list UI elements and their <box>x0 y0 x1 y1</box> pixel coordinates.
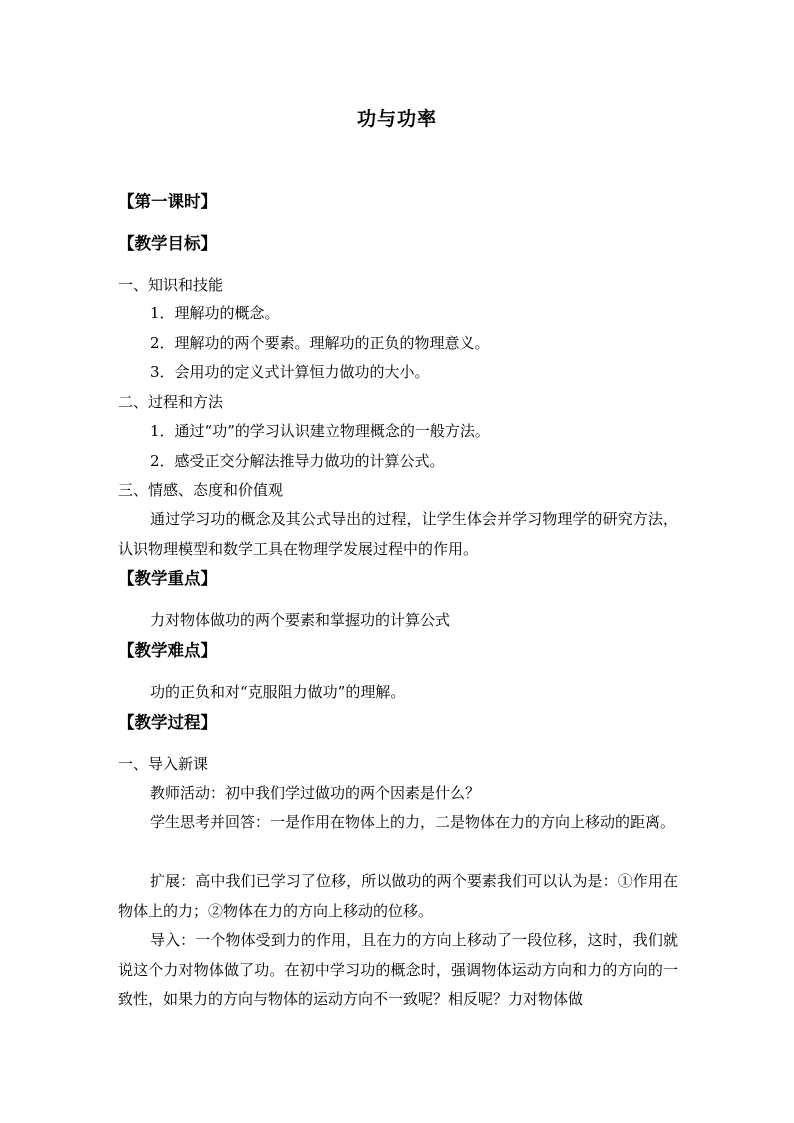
knowledge-label: 一、知识和技能 <box>118 276 224 294</box>
intro-label: 一、导入新课 <box>118 755 209 773</box>
emotion-paragraph: 通过学习功的概念及其公式导出的过程，让学生体会并学习物理学的研究方法，认识物理模型和数学工具在物理学发展过程中的作用。 <box>118 510 678 558</box>
key-points-heading: 【教学重点】 <box>118 569 217 588</box>
knowledge-item-2: 2．理解功的两个要素。理解功的正负的物理意义。 <box>150 334 490 352</box>
teacher-activity: 教师活动：初中我们学过做功的两个因素是什么？ <box>150 784 481 802</box>
process-heading: 【教学过程】 <box>118 713 217 732</box>
student-answer: 学生思考并回答：一是作用在物体上的力，二是物体在力的方向上移动的距离。 <box>150 813 676 831</box>
knowledge-item-3: 3．会用功的定义式计算恒力做功的大小。 <box>150 363 430 381</box>
document-title: 功与功率 <box>356 108 437 130</box>
lead-in-paragraph: 导入：一个物体受到力的作用，且在力的方向上移动了一段位移，这时，我们就说这个力对物体做了功。在初中学习功的概念时，强调物体运动方向和力的方向的一致性，如果力的方向与物体的运动方向不一致呢？相反呢？力对物体做 <box>118 931 678 1008</box>
goals-heading: 【教学目标】 <box>118 234 217 253</box>
emotion-label: 三、情感、态度和价值观 <box>118 481 284 499</box>
lesson-label: 【第一课时】 <box>118 192 217 211</box>
knowledge-item-1: 1．理解功的概念。 <box>150 304 280 322</box>
difficulty-heading: 【教学难点】 <box>118 641 217 660</box>
difficulty-text: 功的正负和对“克服阻力做功”的理解。 <box>150 683 406 701</box>
key-points-text: 力对物体做功的两个要素和掌握功的计算公式 <box>150 611 451 629</box>
process-method-item-2: 2．感受正交分解法推导力做功的计算公式。 <box>150 452 445 470</box>
extension-paragraph: 扩展：高中我们已学习了位移，所以做功的两个要素我们可以认为是：①作用在物体上的力；②物体在力的方向上移动的位移。 <box>118 872 678 920</box>
process-method-label: 二、过程和方法 <box>118 393 224 411</box>
process-method-item-1: 1．通过“功”的学习认识建立物理概念的一般方法。 <box>150 422 490 440</box>
